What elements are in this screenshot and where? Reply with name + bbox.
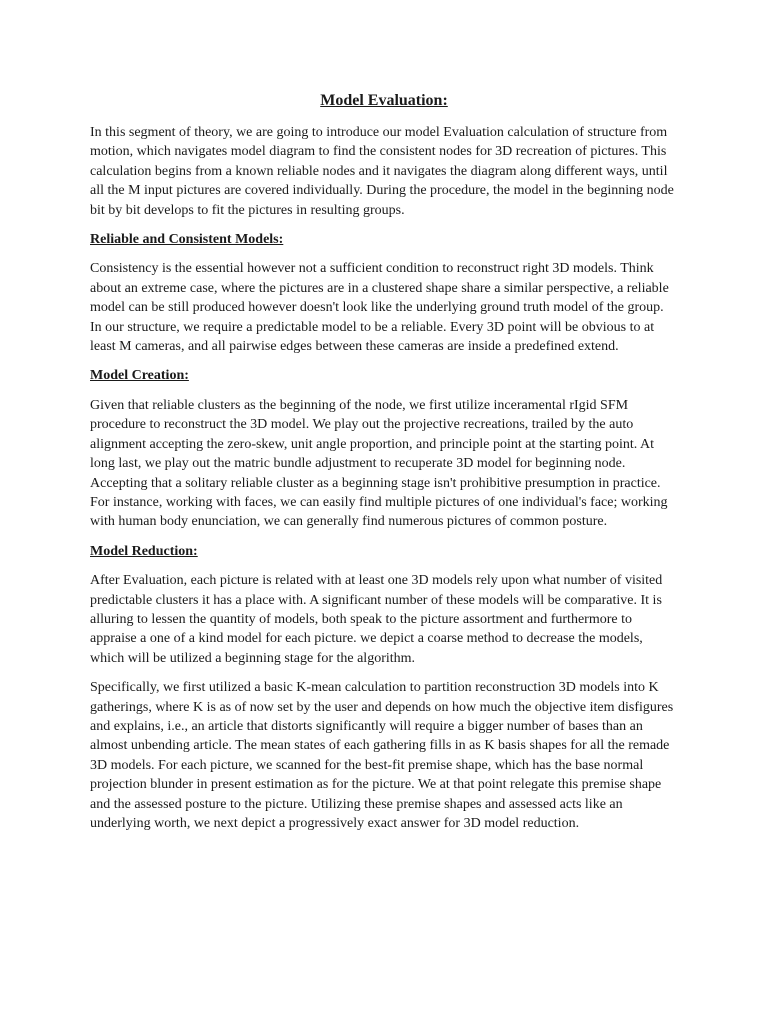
section-paragraph: Specifically, we first utilized a basic K-mean calculation to partition reconstruction 3D models into K gatherings, where K is as of now set by the user and depends on how much the objective item disfigures and explains, i.e., an article that distorts significantly will require a bigger number of bases than an almost unbending article. The mean states of each gathering fills in as K basis shapes for all the remade 3D models. For each picture, we scanned for the best-fit premise shape, which has the base normal projection blunder in present estimation as for the picture. We at that point relegate this premise shape and the assessed posture to the picture. Utilizing these premise shapes and assessed acts like an underlying worth, we next depict a progressively exact answer for 3D model reduction. (90, 680, 674, 831)
document-title: Model Evaluation: (320, 92, 448, 109)
section-model-reduction (90, 542, 678, 834)
section-heading: Reliable and Consistent Models: (90, 232, 284, 248)
section-paragraph: Given that reliable clusters as the beginning of the node, we first utilize inceramental rIgid SFM procedure to reconstruct the 3D model. We play out the projective recreations, trailed by the auto alignment accepting the zero-skew, unit angle proportion, and principle point at the starting point. At long last, we play out the matric bundle adjustment to recuperate 3D model for beginning node. Accepting that a solitary reliable cluster as a beginning stage isn't prohibitive presumption in practice. For instance, working with faces, we can easily find multiple pictures of one individual's face; working with human body enunciation, we can generally find numerous pictures of common posture. (90, 397, 668, 530)
intro-paragraph: In this segment of theory, we are going to introduce our model Evaluation calculation of structure from motion, which navigates model diagram to find the consistent nodes for 3D recreation of pictures. This calculation begins from a known reliable nodes and it navigates the diagram along different ways, until all the M input pictures are covered individually. During the procedure, the model in the beginning node bit by bit develops to fit the pictures in resulting groups. (90, 125, 674, 218)
section-paragraph: Consistency is the essential however not a sufficient condition to reconstruct right 3D models. Think about an extreme case, where the pictures are in a clustered shape share a similar perspective, a reliable model can be still produced however doesn't look like the underlying ground truth model of the group. In our structure, we require a predictable model to be a reliable. Every 3D point will be obvious to at least M cameras, and all pairwise edges between these cameras are inside a predefined extend. (90, 261, 669, 355)
section-heading: Model Reduction: (90, 543, 198, 559)
section-reliable-models (90, 230, 678, 356)
section-model-creation (90, 366, 678, 531)
section-heading: Model Creation: (90, 368, 189, 384)
document-page (90, 91, 678, 843)
section-paragraph: After Evaluation, each picture is related with at least one 3D models rely upon what number of visited predictable clusters it has a place with. A significant number of these models will be comparative. It is alluring to lessen the quantity of models, both speak to the picture assortment and furthermore to appraise a one of a kind model for each picture. we depict a coarse method to decrease the models, which will be utilized a beginning stage for the algorithm. (90, 573, 663, 666)
